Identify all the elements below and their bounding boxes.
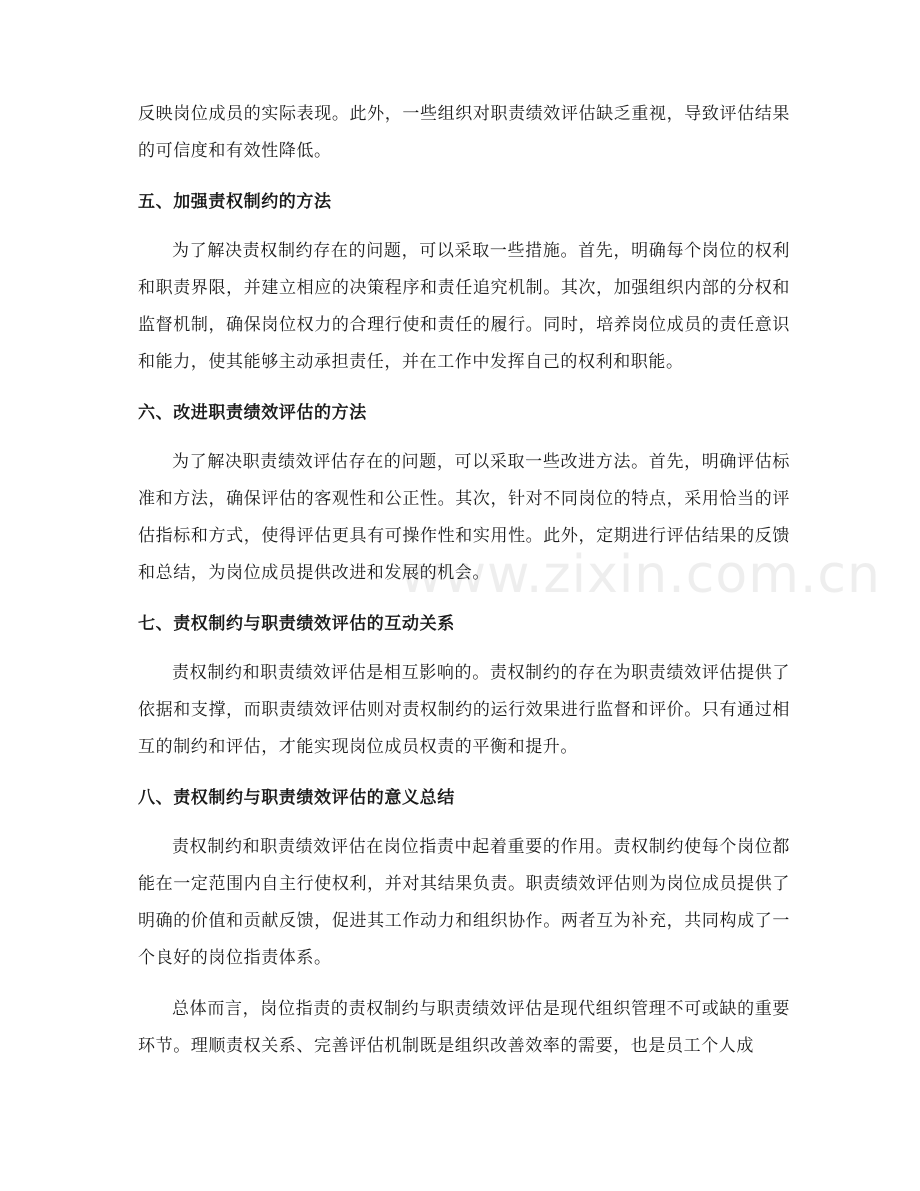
document-body xyxy=(138,96,790,1065)
section-heading-7: 七、责权制约与职责绩效评估的互动关系 xyxy=(138,614,455,634)
watermark: www.zixin.com.cn xyxy=(400,545,881,605)
section-heading-8: 八、责权制约与职责绩效评估的意义总结 xyxy=(138,788,455,808)
section-heading-5: 五、加强责权制约的方法 xyxy=(138,192,332,212)
paragraph-conclusion: 总体而言，岗位指责的责权制约与职责绩效评估是现代组织管理不可或缺的重要环节。理顺责权关系、完善评估机制既是组织改善效率的需要，也是员工个人成 xyxy=(138,999,790,1056)
section-heading-6: 六、改进职责绩效评估的方法 xyxy=(138,403,367,423)
paragraph-section-5: 为了解决责权制约存在的问题，可以采取一些措施。首先，明确每个岗位的权利和职责界限，并建立相应的决策程序和责任追究机制。其次，加强组织内部的分权和监督机制，确保岗位权力的合理行使和责任的履行。同时，培养岗位成员的责任意识和能力，使其能够主动承担责任，并在工作中发挥自己的权利和职能。 xyxy=(138,241,790,372)
paragraph-section-7: 责权制约和职责绩效评估是相互影响的。责权制约的存在为职责绩效评估提供了依据和支撑，而职责绩效评估则对责权制约的运行效果进行监督和评价。只有通过相互的制约和评估，才能实现岗位成员权责的平衡和提升。 xyxy=(138,663,790,757)
paragraph-intro-continuation: 反映岗位成员的实际表现。此外，一些组织对职责绩效评估缺乏重视，导致评估结果的可信度和有效性降低。 xyxy=(138,104,790,161)
paragraph-section-8: 责权制约和职责绩效评估在岗位指责中起着重要的作用。责权制约使每个岗位都能在一定范围内自主行使权利，并对其结果负责。职责绩效评估则为岗位成员提供了明确的价值和贡献反馈，促进其工作动力和组织协作。两者互为补充，共同构成了一个良好的岗位指责体系。 xyxy=(138,837,790,968)
paragraph-section-6: 为了解决职责绩效评估存在的问题，可以采取一些改进方法。首先，明确评估标准和方法，确保评估的客观性和公正性。其次，针对不同岗位的特点，采用恰当的评估指标和方式，使得评估更具有可操作性和实用性。此外，定期进行评估结果的反馈和总结，为岗位成员提供改进和发展的机会。 xyxy=(138,452,790,583)
